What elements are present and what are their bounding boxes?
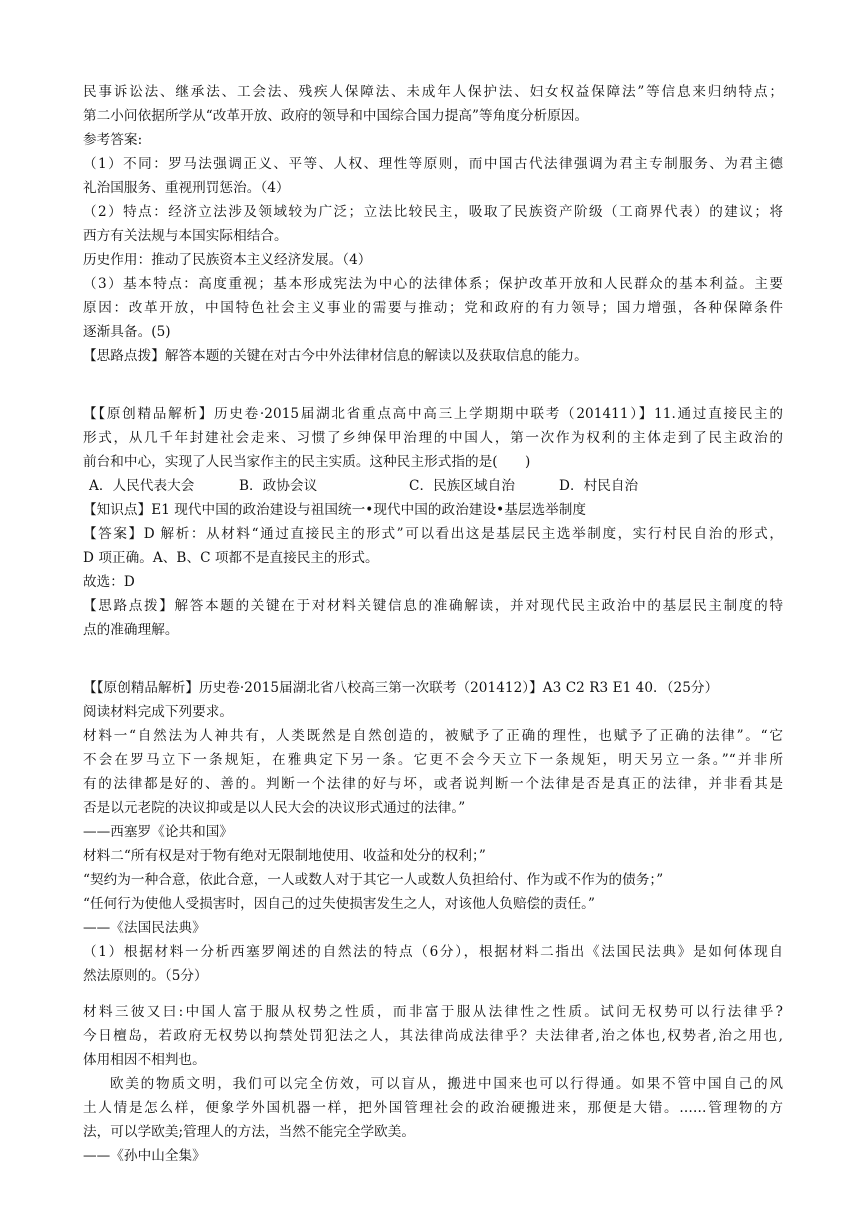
spacer — [83, 642, 783, 676]
text-line: 民事诉讼法、继承法、工会法、残疾人保障法、未成年人保护法、妇女权益保障法”等信息来归纳特点； — [83, 84, 783, 100]
material-3-line: 土人情是怎么样，便象学外国机器一样，把外国管理社会的政治硬搬进来，那便是大错。……管理物的方 — [83, 1100, 783, 1116]
text-line: 礼治国服务、重视刑罚惩治。（4） — [83, 180, 290, 196]
material-3-source: ——《孙中山全集》 — [83, 1148, 206, 1164]
text-line: （3）基本特点：高度重视；基本形成宪法为中心的法律体系；保护改革开放和人民群众的基本利益。主要 — [83, 276, 783, 292]
material-1-line: 否是以元老院的决议抑或是以人民大会的决议形式通过的法律。” — [83, 800, 466, 816]
material-3-line: 材料三彼又曰:中国人富于服从权势之性质，而非富于服从法律性之性质。试问无权势可以行法律乎? — [83, 1004, 783, 1020]
option-d: D．村民自治 — [559, 478, 639, 494]
text-line: 第二小问依据所学从“改革开放、政府的领导和中国综合国力提高”等角度分析原因。 — [83, 108, 589, 124]
answer-heading: 参考答案: — [83, 132, 143, 148]
text-line: （2）特点：经济立法涉及领域较为广泛；立法比较民主，吸取了民族资产阶级（工商界代表）的建议；将 — [83, 204, 783, 220]
option-c: C．民族区域自治 — [409, 478, 515, 494]
material-3-line: 法，可以学欧美;管理人的方法，当然不能完全学欧美。 — [83, 1124, 416, 1140]
text-line: 逐渐具备。(5) — [83, 324, 171, 340]
material-2-line: “任何行为使他人受损害时，因自己的过失使损害发生之人，对该他人负赔偿的责任。” — [83, 896, 596, 912]
material-2-line: 材料二“所有权是对于物有绝对无限制地使用、收益和处分的权利；” — [83, 848, 486, 864]
question-text: 形式，从几千年封建社会走来、习惯了乡绅保甲治理的中国人，第一次作为权利的主体走到了民主政治的 — [83, 430, 783, 446]
text-line: 历史作用：推动了民族资本主义经济发展。（4） — [83, 252, 372, 268]
spacer — [83, 368, 783, 402]
section-answer-analysis — [83, 80, 783, 368]
material-3-line: 欧美的物质文明，我们可以完全仿效，可以盲从，搬进中国来也可以行得通。如果不管中国自己的风 — [110, 1076, 783, 1092]
material-2-source: ——《法国民法典》 — [83, 920, 206, 936]
options-row — [83, 474, 783, 498]
tips-line: 点的准确理解。 — [83, 622, 179, 638]
text-line: （1）不同：罗马法强调正义、平等、人权、理性等原则，而中国古代法律强调为君主专制服务、为君主德 — [83, 156, 783, 172]
knowledge-point: 【知识点】E1 现代中国的政治建设与祖国统一•现代中国的政治建设•基层选举制度 — [83, 502, 587, 518]
material-3-line: 体用相因不相判也。 — [83, 1052, 206, 1068]
section-question-40 — [83, 676, 783, 1168]
document-body — [83, 80, 783, 1168]
question-header: 【【原创精品解析】历史卷·2015届湖北省重点高中高三上学期期中联考（201411）】11.通过直接民主的 — [83, 406, 783, 422]
material-1-line: 不会在罗马立下一条规矩，在雅典定下另一条。它更不会今天立下一条规矩，明天另立一条。”“并非所 — [83, 752, 783, 768]
section-question-11 — [83, 402, 783, 642]
text-line: 原因：改革开放，中国特色社会主义事业的需要与推动；党和政府的有力领导；国力增强，各种保障条件 — [83, 300, 783, 316]
question-header: 【【原创精品解析】历史卷·2015届湖北省八校高三第一次联考（201412）】A3 C2 R3 E1 40．（25分） — [83, 680, 719, 696]
tips-line: 【思路点拨】解答本题的关键在于对材料关键信息的准确解读，并对现代民主政治中的基层民主制度的特 — [83, 598, 783, 614]
question-1-line: （1）根据材料一分析西塞罗阐述的自然法的特点（6分），根据材料二指出《法国民法典》是如何体现自 — [83, 944, 783, 960]
question-1-line: 然法原则的。（5分） — [83, 968, 208, 984]
material-1-source: ——西塞罗《论共和国》 — [83, 824, 234, 840]
tips-line: 【思路点拨】解答本题的关键在对古今中外法律材信息的解读以及获取信息的能力。 — [83, 348, 588, 364]
answer-choice: 故选：D — [83, 574, 135, 590]
answer-line: D 项正确。A、B、C 项都不是直接民主的形式。 — [83, 550, 379, 566]
material-2-line: “契约为一种合意，依此合意，一人或数人对于其它一人或数人负担给付、作为或不作为的债务；” — [83, 872, 664, 888]
spacer — [83, 988, 783, 1000]
question-intro: 阅读材料完成下列要求。 — [83, 704, 234, 720]
answer-line: 【答案】D 解析：从材料“通过直接民主的形式”可以看出这是基层民主选举制度，实行村民自治的形式， — [83, 526, 783, 542]
material-1-line: 材料一“自然法为人神共有，人类既然是自然创造的，被赋予了正确的理性，也赋予了正确的法律”。“它 — [83, 728, 783, 744]
text-line: 西方有关法规与本国实际相结合。 — [83, 228, 288, 244]
option-a: A．人民代表大会 — [89, 478, 195, 494]
option-b: B．政协会议 — [239, 478, 318, 494]
material-1-line: 有的法律都是好的、善的。判断一个法律的好与坏，或者说判断一个法律是否是真正的法律，并非看其是 — [83, 776, 783, 792]
material-3-line: 今日檀岛，若政府无权势以拘禁处罚犯法之人，其法律尚成法律乎？夫法律者,治之体也,权势者,治之用也, — [83, 1028, 783, 1044]
question-text: 前台和中心，实现了人民当家作主的民主实质。这种民主形式指的是( ) — [83, 454, 531, 470]
